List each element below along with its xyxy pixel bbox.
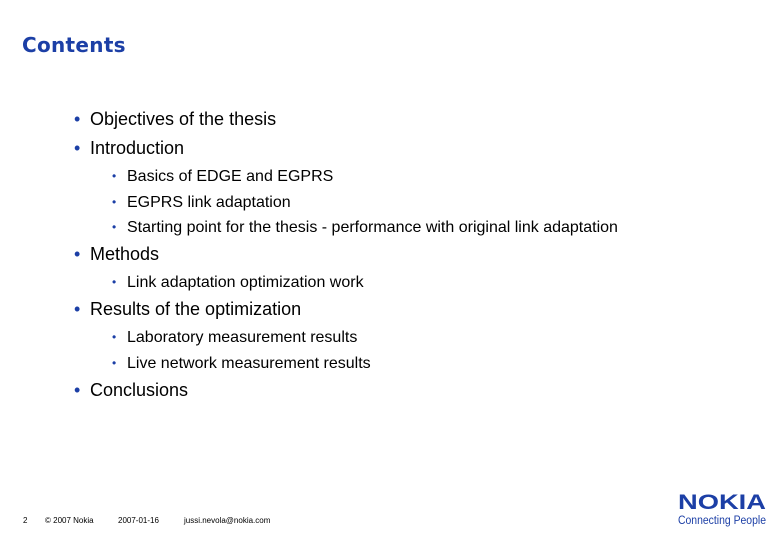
sub-bullet-icon: • (112, 169, 117, 183)
slide-title: Contents (22, 33, 126, 57)
sub-bullet-icon: • (112, 195, 117, 209)
sub-bullet-text: Basics of EDGE and EGPRS (127, 168, 334, 185)
footer-date: 2007-01-16 (118, 516, 159, 525)
footer-page-number: 2 (23, 516, 28, 525)
nokia-logo (676, 491, 768, 527)
sub-bullet-icon: • (112, 220, 117, 234)
bullet-text: Objectives of the thesis (90, 109, 277, 129)
sub-bullet-icon: • (112, 330, 117, 344)
sub-bullet-text: Link adaptation optimization work (127, 274, 364, 291)
bullet-icon: • (74, 109, 81, 129)
bullet-text: Introduction (90, 138, 185, 158)
bullet-item-methods (74, 243, 159, 265)
footer-email: jussi.nevola@nokia.com (184, 516, 271, 525)
sub-bullet-item-starting-point (112, 217, 618, 238)
sub-bullet-item-optimization-work (112, 272, 364, 293)
bullet-text: Methods (90, 244, 160, 264)
sub-bullet-item-link-adaptation (112, 192, 291, 213)
sub-bullet-icon: • (112, 356, 117, 370)
bullet-item-conclusions (74, 379, 188, 401)
logo-wordmark: NOKIA (678, 491, 766, 514)
bullet-icon: • (74, 380, 81, 400)
sub-bullet-text: EGPRS link adaptation (127, 194, 291, 211)
sub-bullet-text: Live network measurement results (127, 355, 371, 372)
sub-bullet-text: Laboratory measurement results (127, 329, 358, 346)
footer-copyright: © 2007 Nokia (45, 516, 94, 525)
sub-bullet-item-basics (112, 166, 333, 187)
sub-bullet-icon: • (112, 275, 117, 289)
bullet-item-objectives (74, 108, 276, 130)
bullet-icon: • (74, 138, 81, 158)
bullet-text: Conclusions (90, 380, 189, 400)
sub-bullet-item-laboratory (112, 327, 357, 348)
logo-tagline: Connecting People (678, 515, 766, 527)
bullet-icon: • (74, 244, 81, 264)
bullet-item-results (74, 298, 301, 320)
bullet-item-introduction (74, 137, 184, 159)
sub-bullet-text: Starting point for the thesis - performance with original link adaptation (127, 219, 618, 236)
bullet-icon: • (74, 299, 81, 319)
bullet-text: Results of the optimization (90, 299, 302, 319)
sub-bullet-item-live-network (112, 353, 371, 374)
